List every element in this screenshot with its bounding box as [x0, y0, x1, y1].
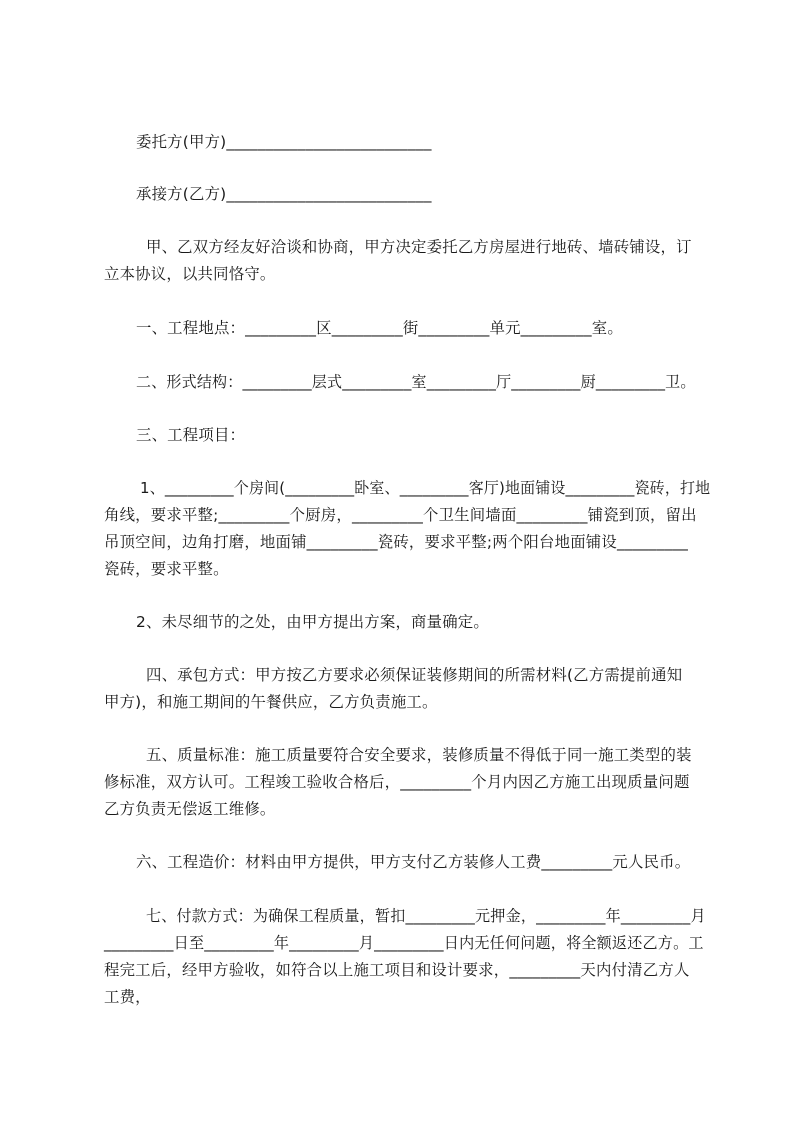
section-4-line-2: 甲方)，和施工期间的午餐供应，乙方负责施工。	[104, 693, 438, 711]
section-7-line-3: 程完工后，经甲方验收，如符合以上施工项目和设计要求，_________天内付清乙方人	[104, 961, 690, 979]
party-a-line: 委托方(甲方)__________________________	[136, 133, 432, 151]
item-2: 2、未尽细节的之处，由甲方提出方案，商量确定。	[136, 613, 489, 631]
section-1-location: 一、工程地点：_________区_________街_________单元_________室。	[136, 319, 623, 337]
section-5-line-3: 乙方负责无偿返工维修。	[104, 800, 276, 818]
intro-line-1: 甲、乙双方经友好洽谈和协商，甲方决定委托乙方房屋进行地砖、墙砖铺设，订	[146, 238, 692, 256]
section-6-cost: 六、工程造价：材料由甲方提供，甲方支付乙方装修人工费_________元人民币。	[136, 853, 691, 871]
item-1-line-1: 1、_________个房间(_________卧室、_________客厅)地面铺设_________瓷砖，打地	[140, 479, 711, 497]
section-2-structure: 二、形式结构：_________层式_________室_________厅_________厨_________卫。	[136, 373, 696, 391]
item-1-line-4: 瓷砖，要求平整。	[104, 560, 229, 578]
section-7-line-2: _________日至_________年_________月_________日内无任何问题，将全额返还乙方。工	[104, 934, 704, 952]
section-5-line-2: 修标准，双方认可。工程竣工验收合格后，_________个月内因乙方施工出现质量问题	[104, 773, 690, 791]
party-b-line: 承接方(乙方)__________________________	[136, 185, 432, 203]
section-3-title: 三、工程项目：	[136, 426, 246, 444]
section-7-line-4: 工费，	[104, 988, 151, 1006]
section-4-line-1: 四、承包方式：甲方按乙方要求必须保证装修期间的所需材料(乙方需提前通知	[146, 666, 683, 684]
item-1-line-3: 吊顶空间，边角打磨，地面铺_________瓷砖，要求平整;两个阳台地面铺设_________	[104, 533, 689, 551]
section-7-line-1: 七、付款方式：为确保工程质量，暂扣_________元押金，_________年_________月	[146, 907, 706, 925]
intro-line-2: 立本协议，以共同恪守。	[104, 265, 276, 283]
item-1-line-2: 角线，要求平整;_________个厨房，_________个卫生间墙面_________铺瓷到顶，留出	[104, 506, 697, 524]
section-5-line-1: 五、质量标准：施工质量要符合安全要求，装修质量不得低于同一施工类型的装	[146, 746, 692, 764]
